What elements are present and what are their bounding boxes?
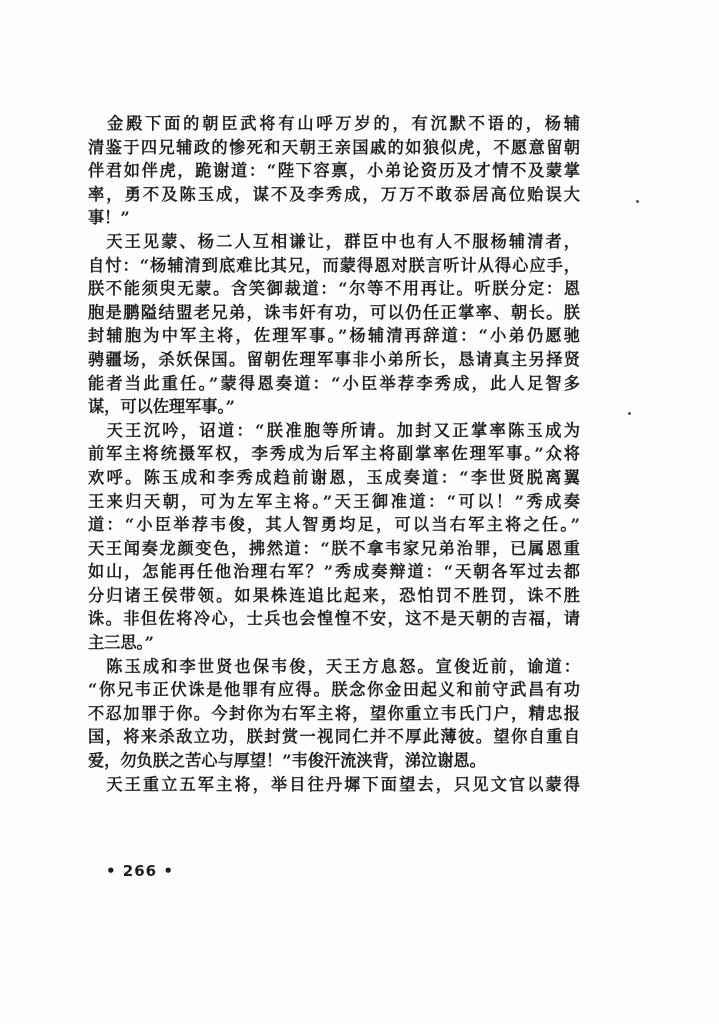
text-line: 王来归天朝，可为左军主将。”天王御准道：“可以！”秀成奏 bbox=[88, 491, 580, 511]
scan-speck bbox=[628, 412, 631, 415]
scan-speck bbox=[636, 200, 639, 203]
text-line: 如山，怎能再任他治理右军？”秀成奏辩道：“天朝各军过去都 bbox=[88, 562, 580, 582]
text-line: 谋，可以佐理军事。” bbox=[88, 397, 235, 417]
text-line: 国，将来杀敌立功，朕封赏一视同仁并不厚此薄彼。望你自重自 bbox=[88, 727, 580, 747]
text-line: 陈玉成和李世贤也保韦俊，天王方息怒。宣俊近前，谕道： bbox=[88, 656, 580, 676]
body-text bbox=[88, 112, 580, 796]
text-line: 率，勇不及陈玉成，谋不及李秀成，万万不敢忝居高位贻误大 bbox=[88, 184, 580, 204]
text-line: 伴君如伴虎，跪谢道：“陛下容禀，小弟论资历及才情不及蒙掌 bbox=[88, 161, 580, 181]
text-line: 朕不能须臾无蒙。含笑御裁道：“尔等不用再让。听朕分定：恩 bbox=[88, 279, 580, 299]
text-line: 胞是鹏隘结盟老兄弟，诛韦奸有功，可以仍任正掌率、朝长。朕 bbox=[88, 302, 580, 322]
text-line: 道：“小臣举荐韦俊，其人智勇均足，可以当右军主将之任。” bbox=[88, 515, 580, 535]
text-line: 自忖：“杨辅清到底难比其兄，而蒙得恩对朕言听计从得心应手， bbox=[88, 255, 580, 275]
text-line: 爱，勿负朕之苦心与厚望！”韦俊汗流浃背，涕泣谢恩。 bbox=[88, 751, 486, 771]
text-line: 清鉴于四兄辅政的惨死和天朝王亲国戚的如狼似虎，不愿意留朝 bbox=[88, 137, 580, 157]
text-line: 天王见蒙、杨二人互相谦让，群臣中也有人不服杨辅清者， bbox=[88, 231, 580, 251]
text-line: 主三思。” bbox=[88, 633, 154, 653]
page-number: • 266 • bbox=[106, 862, 174, 880]
text-line: 事！” bbox=[88, 208, 130, 228]
text-line: 封辅胞为中军主将，佐理军事。”杨辅清再辞道：“小弟仍愿驰 bbox=[88, 326, 580, 346]
text-line: 天王闻奏龙颜变色，拂然道：“朕不拿韦家兄弟治罪，已属恩重 bbox=[88, 538, 580, 558]
text-line: 金殿下面的朝臣武将有山呼万岁的，有沉默不语的，杨辅 bbox=[88, 114, 580, 133]
text-line: 诛。非但佐将冷心，士兵也会惶惶不安，这不是天朝的吉福，请 bbox=[88, 609, 580, 629]
text-line: 能者当此重任。”蒙得恩奏道：“小臣举荐李秀成，此人足智多 bbox=[88, 373, 580, 393]
text-line: 天王沉吟，诏道：“朕准胞等所请。加封又正掌率陈玉成为 bbox=[88, 420, 580, 440]
text-line: 分归诸王侯带领。如果株连追比起来，恐怕罚不胜罚，诛不胜 bbox=[88, 585, 580, 605]
text-line: “你兄韦正伏诛是他罪有应得。朕念你金田起义和前守武昌有功 bbox=[88, 680, 580, 700]
text-line: 欢呼。陈玉成和李秀成趋前谢恩，玉成奏道：“李世贤脱离翼 bbox=[88, 467, 580, 487]
text-line: 天王重立五军主将，举目往丹墀下面望去，只见文官以蒙得 bbox=[88, 774, 580, 794]
text-line: 不忍加罪于你。今封你为右军主将，望你重立韦氏门户，精忠报 bbox=[88, 703, 580, 723]
text-line: 骋疆场，杀妖保国。留朝佐理军事非小弟所长，恳请真主另择贤 bbox=[88, 349, 580, 369]
text-line: 前军主将统摄军权，李秀成为后军主将副掌率佐理军事。”众将 bbox=[88, 444, 580, 464]
